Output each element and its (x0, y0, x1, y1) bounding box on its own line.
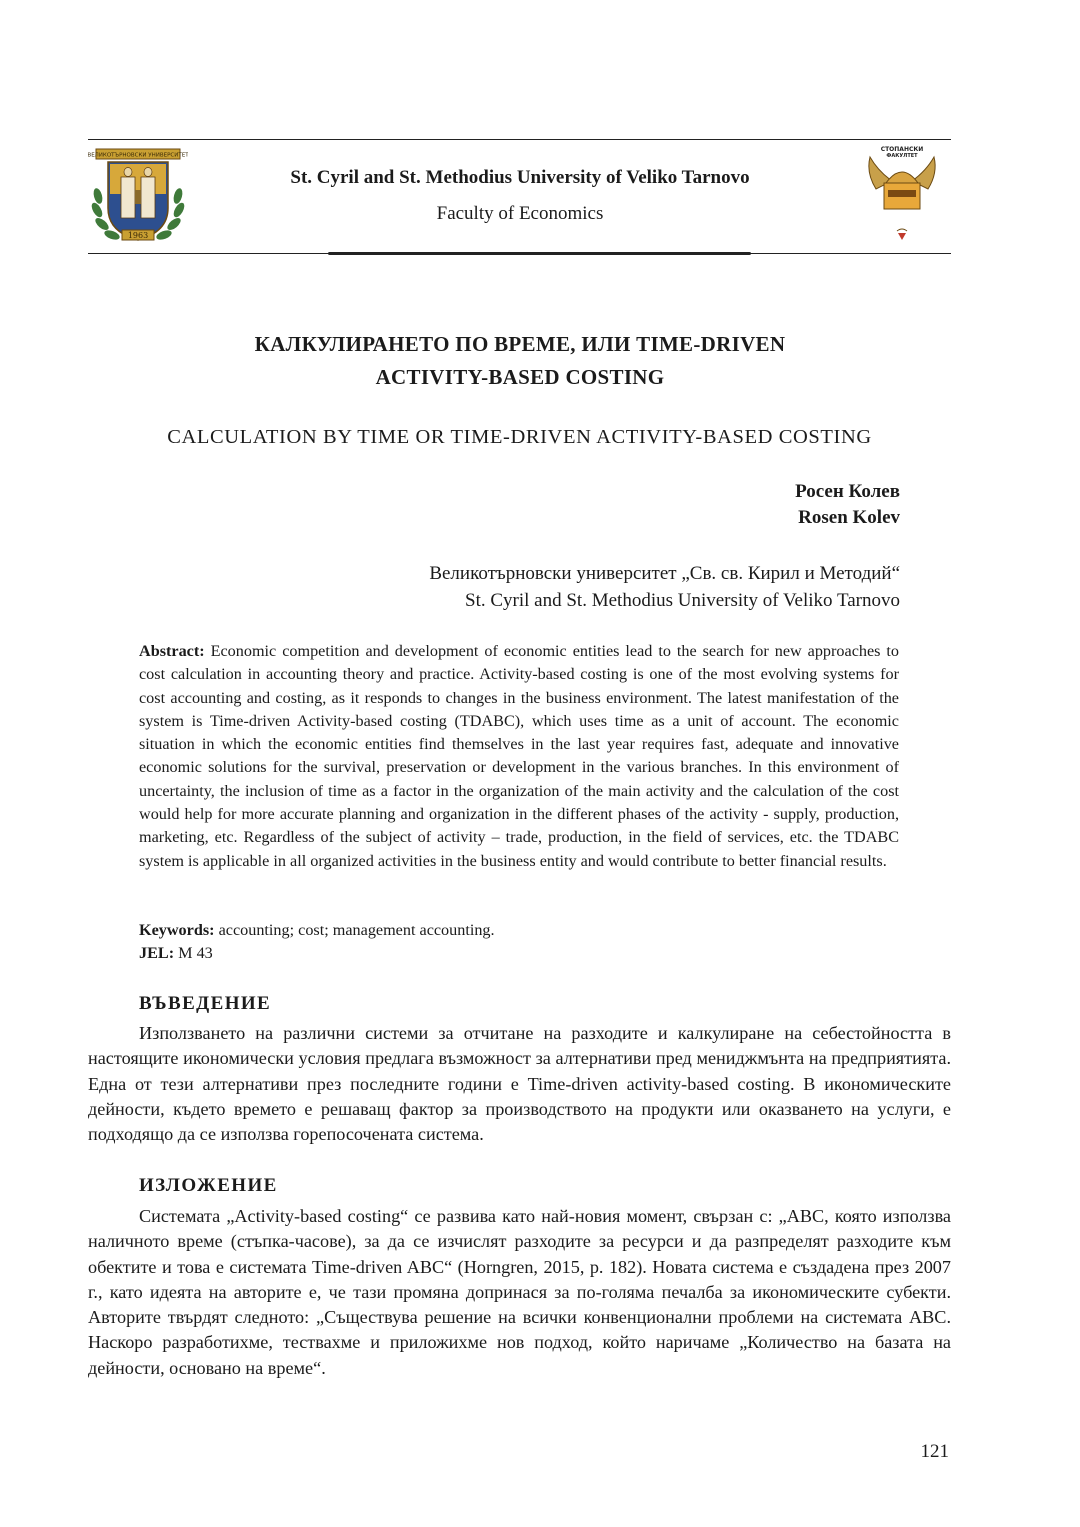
faculty-helmet-logo (864, 143, 940, 247)
helmet-logo-text-2: ФАКУЛТЕТ (886, 153, 918, 159)
paper-title-english: CALCULATION BY TIME OR TIME-DRIVEN ACTIVITY-BASED COSTING (167, 426, 872, 448)
author-name-en: Rosen Kolev (798, 507, 900, 528)
affiliation-bg: Великотърновски университет „Св. св. Кирил и Методий“ (429, 563, 900, 584)
author-name-bg: Росен Колев (795, 481, 900, 502)
page-number: 121 (920, 1441, 949, 1462)
abstract-text: Economic competition and development of economic entities lead to the search for new approaches to cost calculation in accounting theory and practice. Activity-based costing is one of the most evolving systems for cost accounting and costing, as it responds to changes in the business environment. The latest manifestation of the system is Time-driven Activity-based costing (TDABC), which uses time as a unit of account. The economic situation in which the economic entities find themselves in the last year requires fast, adequate and innovative economic solutions for the survival, preservation or development in the various branches. In this environment of uncertainty, the inclusion of time as a factor in the organization of the main activity and the calculation of the cost would help for more accurate planning and organization in the different phases of the activity - supply, production, marketing, etc. Regardless of the subject of activity – trade, production, in the field of services, etc. the TDABC system is applicable in all organized activities in the business entity and would contribute to better financial results. (139, 642, 900, 870)
university-crest-logo (88, 146, 188, 248)
affiliation-en: St. Cyril and St. Methodius University of Veliko Tarnovo (465, 590, 900, 611)
abstract-label: Abstract: (139, 642, 205, 660)
abstract (139, 640, 899, 873)
paper-title-line-1: КАЛКУЛИРАНЕТО ПО ВРЕМЕ, ИЛИ TIME-DRIVEN (254, 332, 786, 356)
crest-year-text: 1963 (127, 231, 149, 240)
introduction-paragraph: Използването на различни системи за отчитане на разходите и калкулиране на себестойността в настоящите икономически условия предлага възможност за алтернативи пред мениджмънта на предприятията. Една от тези алтернативи през последните години е Time-driven activity-based costing. В икономическите дейности, където времето е решаващ фактор за производството на продукти или оказването на услуги, е подходящо да се използва горепосочената система. (88, 1023, 951, 1145)
university-name: St. Cyril and St. Methodius University of Veliko Tarnovo (290, 167, 750, 188)
header-bottom-rule (88, 252, 951, 256)
paper-title-line-2: ACTIVITY-BASED COSTING (375, 365, 665, 389)
section-text-introduction (88, 1021, 951, 1147)
keywords (139, 919, 899, 942)
header-top-rule (88, 139, 951, 140)
paper-title (140, 328, 900, 394)
crest-banner-text: ВЕЛИКОТЪРНОВСКИ УНИВЕРСИТЕТ (88, 152, 188, 159)
jel-label: JEL: (139, 944, 175, 962)
keywords-label: Keywords: (139, 921, 215, 939)
section-text-exposition (88, 1204, 951, 1381)
faculty-name: Faculty of Economics (436, 203, 604, 224)
section-heading-exposition: ИЗЛОЖЕНИЕ (139, 1175, 278, 1196)
section-heading-introduction: ВЪВЕДЕНИЕ (139, 993, 272, 1014)
helmet-logo-text-1: СТОПАНСКИ (880, 146, 924, 153)
jel-code (139, 942, 899, 965)
exposition-paragraph: Системата „Activity-based costing“ се развива като най-новия момент, свързан с: „ABC, която използва наличното време (стъпка-часове), за да се изчислят разходите за ресурси и да разпределят разходите към обектите и това е системата Time-driven ABC“ (Horngren, 2015, p. 182). Новата система е създадена през 2007 г., като идеята на авторите е, че тази промяна допринася за по-голяма печалба за икономическите субекти. Авторите твърдят следното: „Съществува решение на всички конвенционални проблеми на системата ABC. Наскоро разработихме, тествахме и приложихме нов подход, който наричаме „Количество на базата на дейности, основано на време“. (88, 1206, 951, 1378)
keywords-text: accounting; cost; management accounting. (218, 921, 495, 939)
jel-text: M 43 (178, 944, 213, 962)
